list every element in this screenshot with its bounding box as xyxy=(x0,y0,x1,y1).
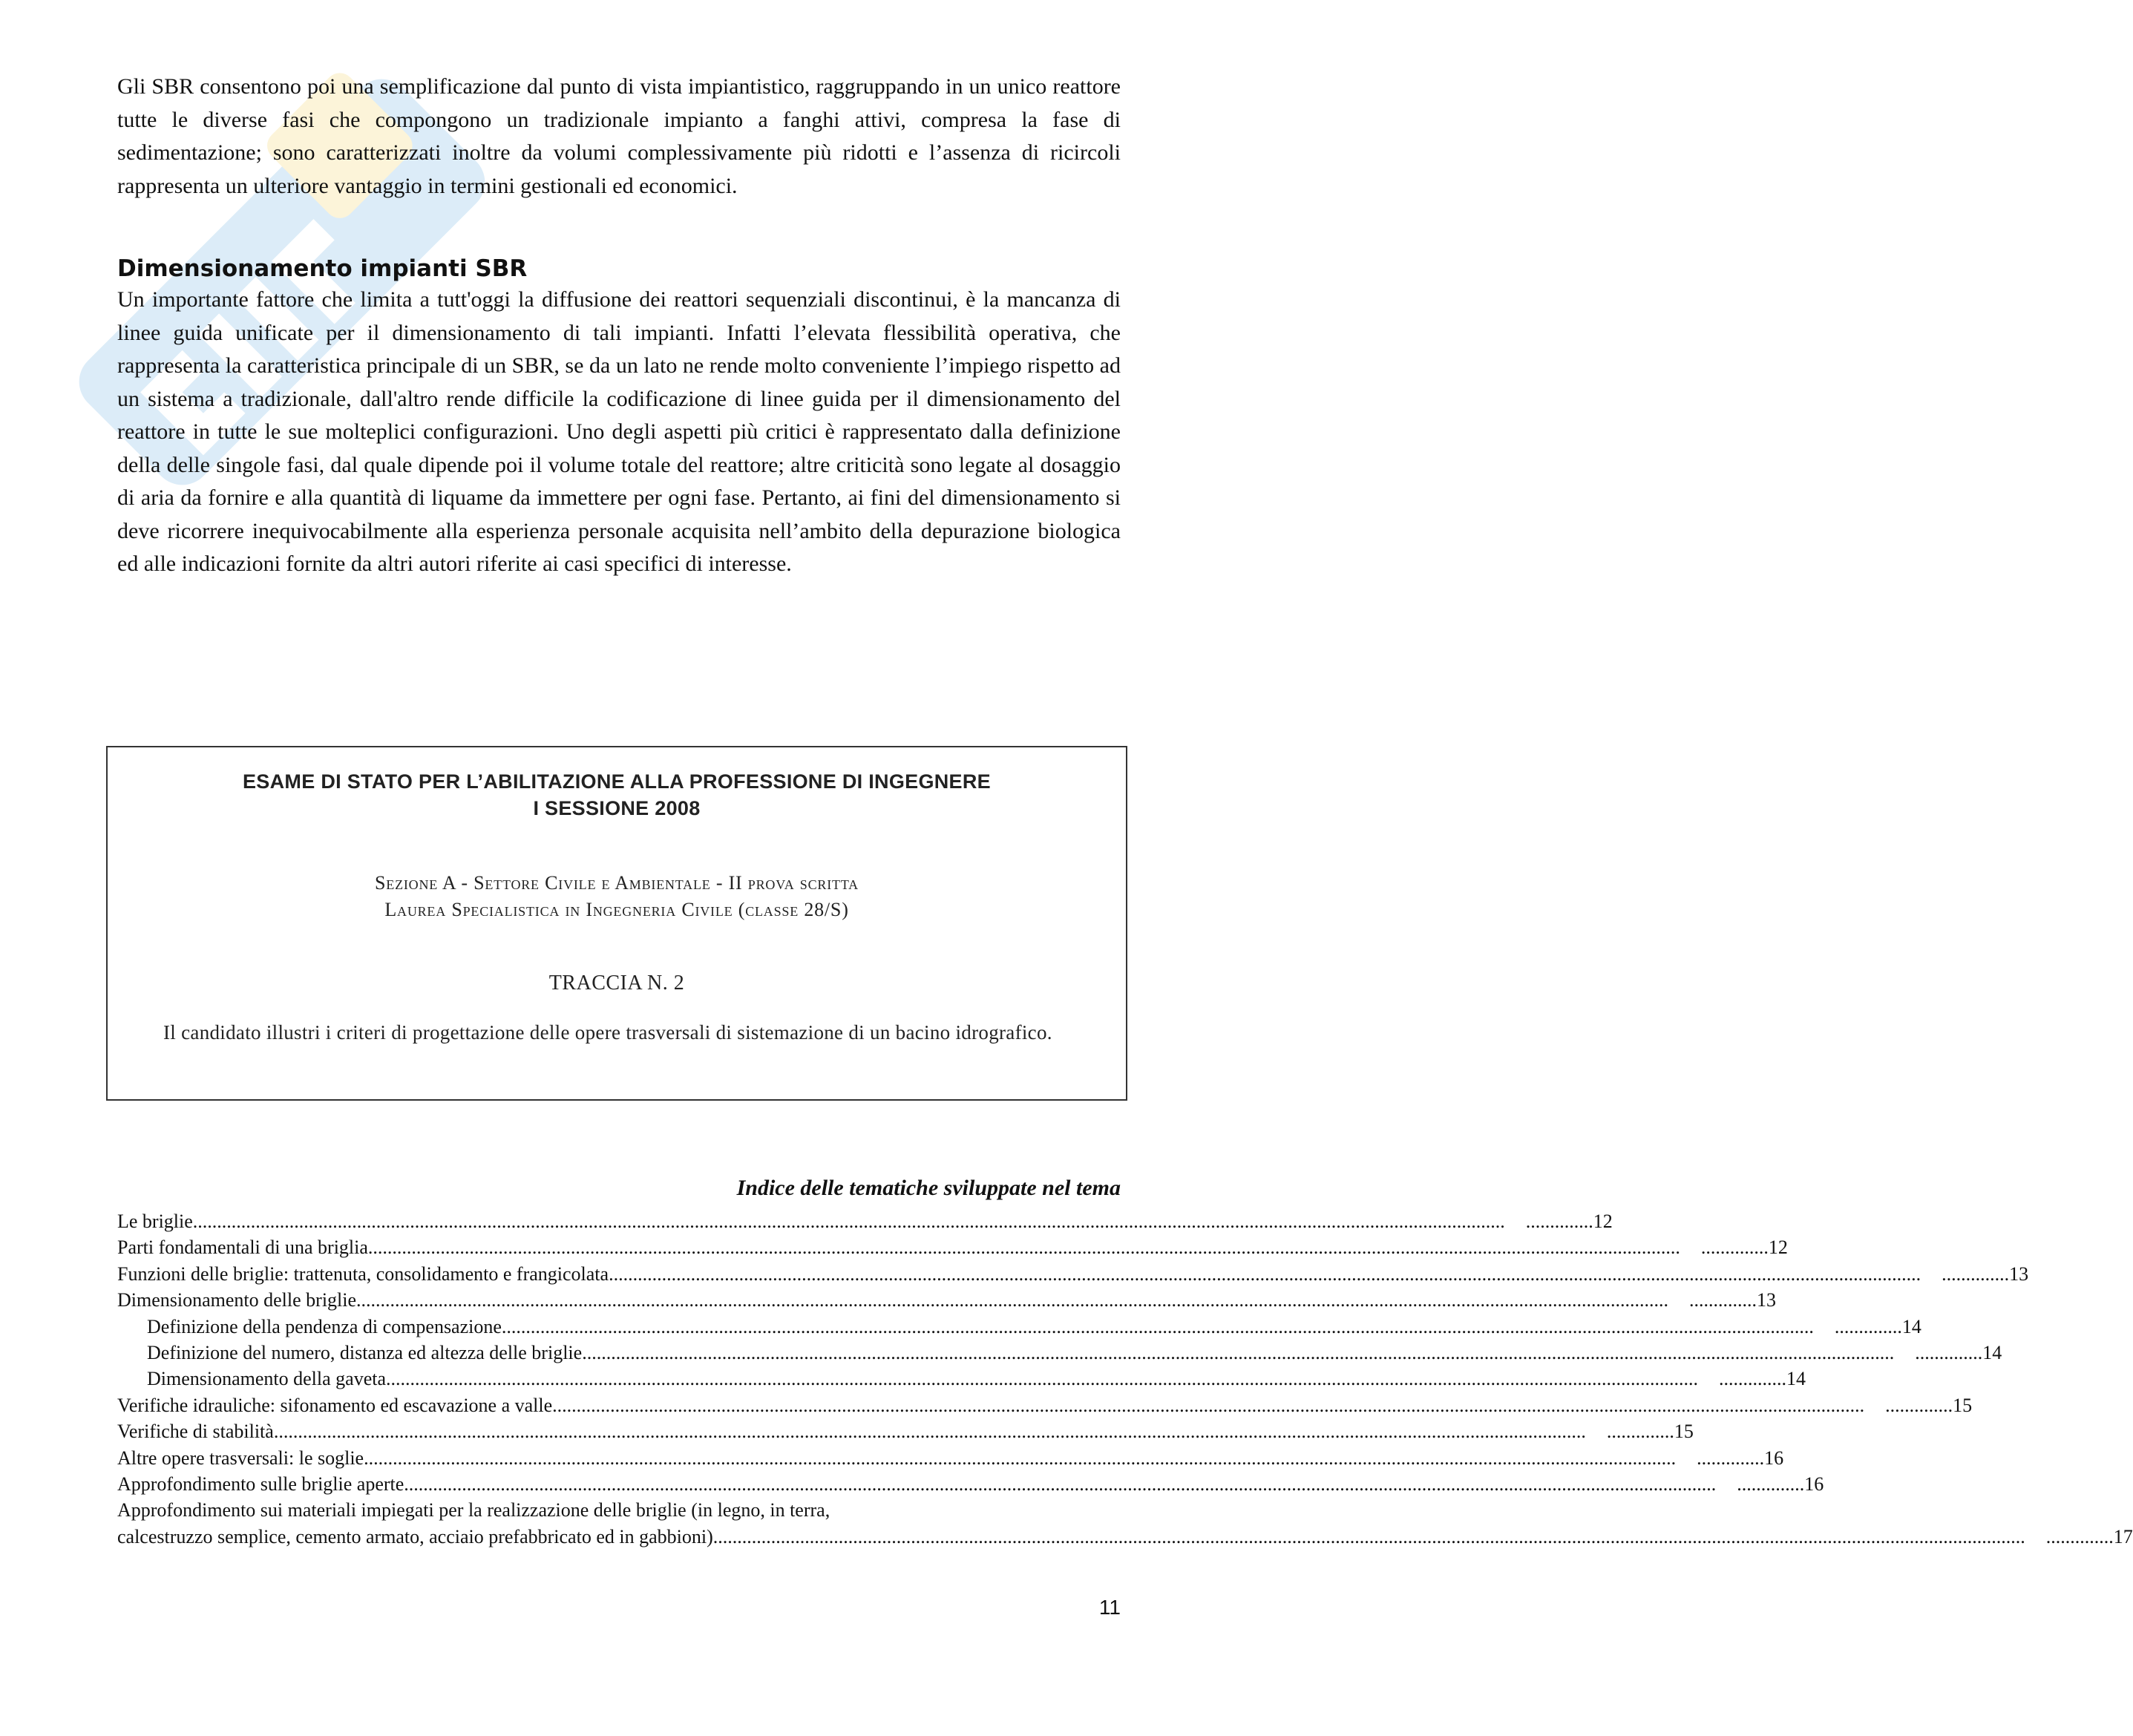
index-entry xyxy=(117,1471,1824,1497)
index-entry-page: ..... 12 xyxy=(1526,1208,1596,1234)
index-entry xyxy=(117,1392,1973,1418)
index-entry-label: Dimensionamento della gaveta xyxy=(147,1368,387,1390)
exam-traccia: TRACCIA N. 2 xyxy=(548,972,685,995)
index-entry xyxy=(117,1234,1788,1260)
index-entry-label: Le briglie xyxy=(117,1211,193,1232)
dot-leader xyxy=(368,1234,1680,1260)
index-entry-page: ..... 15 xyxy=(1885,1392,1956,1418)
exam-degree: Laurea Specialistica in Ingegneria Civile (classe 28/S) xyxy=(384,899,849,920)
dot-leader xyxy=(502,1314,1814,1340)
index-entry-page: ..... 12 xyxy=(1701,1234,1772,1260)
index-entry-label: Verifiche di stabilità xyxy=(117,1421,274,1443)
index-entry-page: ..... 13 xyxy=(1942,1261,2012,1287)
dot-leader xyxy=(404,1471,1716,1497)
index-entry-label-continued: calcestruzzo semplice, cemento armato, acciaio prefabbricato ed in gabbioni) xyxy=(117,1525,713,1547)
index-entry-page: ..... 16 xyxy=(1737,1471,1807,1497)
index-entry-label: Approfondimento sulle briglie aperte xyxy=(117,1473,404,1495)
exam-box xyxy=(106,746,1127,1101)
index-entry-label: Parti fondamentali di una briglia xyxy=(117,1237,368,1259)
index-entry-label: Definizione del numero, distanza ed altezza delle briglie xyxy=(147,1341,583,1363)
index-entry-page: ..... 14 xyxy=(1835,1314,1905,1340)
index-entry xyxy=(117,1445,1784,1471)
index-subentry xyxy=(117,1366,1806,1392)
dot-leader xyxy=(193,1208,1505,1234)
index-entry xyxy=(117,1287,1777,1313)
dot-leader xyxy=(364,1445,1676,1471)
dot-leader xyxy=(386,1366,1698,1392)
index-list xyxy=(117,1208,2133,1550)
index-title: Indice delle tematiche sviluppate nel tema xyxy=(736,1176,1121,1200)
index-entry-label: Verifiche idrauliche: sifonamento ed escavazione a valle xyxy=(117,1394,553,1416)
page-number: 11 xyxy=(1098,1596,1121,1619)
index-entry-page: ..... 14 xyxy=(1719,1366,1789,1392)
index-entry xyxy=(117,1208,1613,1234)
index-entry-page: ..... 16 xyxy=(1697,1445,1767,1471)
exam-section: Sezione A - Settore Civile e Ambientale - II prova scritta xyxy=(375,872,859,894)
dot-leader xyxy=(582,1340,1894,1366)
index-subentry xyxy=(117,1340,2002,1366)
exam-question: Il candidato illustri i criteri di progettazione delle opere trasversali di sistemazione di un bacino idrografico. xyxy=(163,1021,1052,1044)
sizing-paragraph: Un importante fattore che limita a tutt'oggi la diffusione dei reattori sequenziali discontinui, è la mancanza di linee guida unificate per il dimensionamento di tali impianti. Infatti l’elevata flessibilità operativa, che rappresenta la caratteristica principale di un SBR, se da un lato ne rende molto conveniente l’impiego rispetto ad un sistema a tradizionale, dall'altro rende difficile la codificazione di linee guida per il dimensionamento del reattore in tutte le sue molteplici configurazioni. Uno degli aspetti più critici è rappresentato dalla definizione della delle singole fasi, dal quale dipende poi il volume totale del reattore; altre criticità sono legate al dosaggio di aria da fornire e alla quantità di liquame da immettere per ogni fase. Pertanto, ai fini del dimensionamento si deve ricorrere inequivocabilmente alla esperienza personale acquisita nell’ambito della depurazione biologica ed alle indicazioni fornite da altri autori riferite ai casi specifici di interesse. xyxy=(117,287,1121,576)
index-entry xyxy=(117,1261,2029,1287)
dot-leader xyxy=(274,1418,1586,1444)
index-entry xyxy=(117,1497,2133,1550)
index-entry-label: Definizione della pendenza di compensazione xyxy=(147,1315,502,1337)
exam-title: ESAME DI STATO PER L’ABILITAZIONE ALLA PROFESSIONE DI INGEGNERE xyxy=(243,770,991,793)
dot-leader xyxy=(713,1524,2025,1550)
index-entry-label: Approfondimento sui materiali impiegati per la realizzazione delle briglie (in legno, in terra, xyxy=(117,1499,830,1522)
index-entry-page: ..... 15 xyxy=(1607,1418,1677,1444)
index-entry-page: ..... 14 xyxy=(1915,1340,1985,1366)
dot-leader xyxy=(356,1287,1668,1313)
index-entry xyxy=(117,1418,1694,1444)
index-entry-page: ..... 17 xyxy=(2046,1524,2117,1550)
index-entry-label: Altre opere trasversali: le soglie xyxy=(117,1447,364,1469)
dot-leader xyxy=(609,1261,1921,1287)
exam-session: I SESSIONE 2008 xyxy=(533,797,701,819)
section-heading: Dimensionamento impianti SBR xyxy=(117,255,528,282)
index-entry-label: Funzioni delle briglie: trattenuta, consolidamento e frangicolata xyxy=(117,1262,609,1285)
dot-leader xyxy=(552,1392,1864,1418)
index-subentry xyxy=(117,1314,1921,1340)
intro-paragraph: Gli SBR consentono poi una semplificazione dal punto di vista impiantistico, raggruppando in un unico reattore tutte le diverse fasi che compongono un tradizionale impianto a fanghi attivi, compresa la fase di sedimentazione; sono caratterizzati inoltre da volumi complessivamente più ridotti e l’assenza di ricircoli rappresenta un ulteriore vantaggio in termini gestionali ed economici. xyxy=(117,74,1121,198)
index-entry-label: Dimensionamento delle briglie xyxy=(117,1289,357,1311)
index-entry-page: ..... 13 xyxy=(1689,1287,1760,1313)
